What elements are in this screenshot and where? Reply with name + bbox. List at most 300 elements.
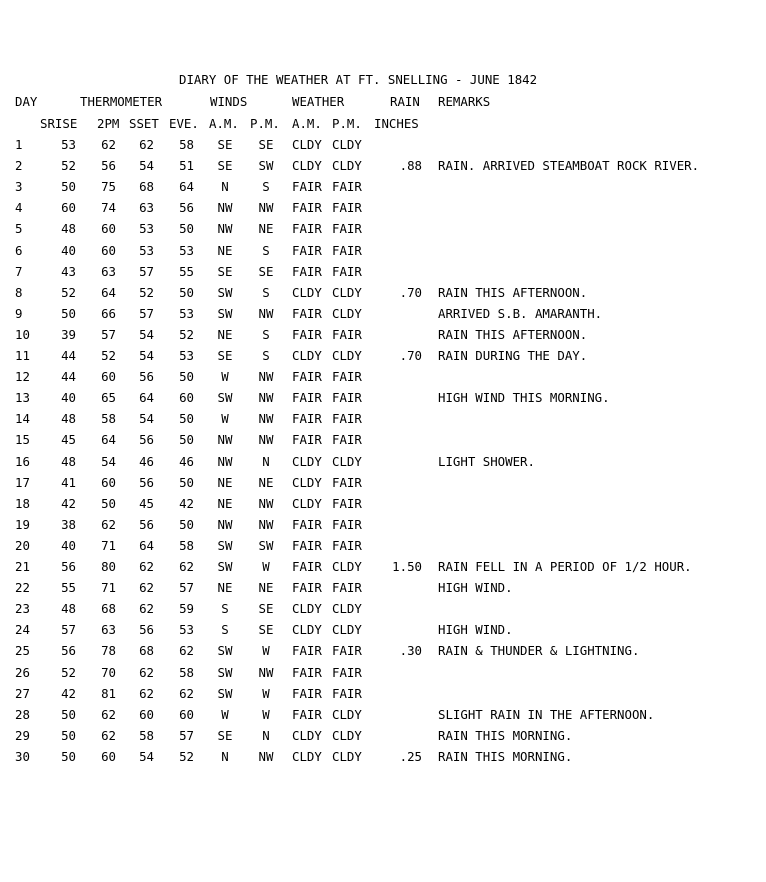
header-remarks: REMARKS [438,94,491,109]
remarks-cell: SLIGHT RAIN IN THE AFTERNOON. [438,706,655,722]
pm2-cell: 78 [101,643,116,659]
wind-pm-cell: SW [258,158,274,174]
rain-cell: .70 [399,284,422,300]
srise-cell: 60 [61,200,76,216]
weather-pm-cell: FAIR [332,643,362,659]
weather-pm-cell: FAIR [332,179,362,195]
weather-pm-cell: CLDY [332,748,362,764]
pm2-cell: 81 [101,685,116,701]
pm2-cell: 64 [101,284,116,300]
pm2-cell: 60 [101,748,116,764]
srise-cell: 56 [61,559,76,574]
remarks-cell: ARRIVED S.B. AMARANTH. [438,305,603,321]
header-weather-am: A.M. [292,116,322,131]
srise-cell: 52 [61,284,76,300]
wind-am-cell: SW [217,559,233,574]
header-weather: WEATHER [292,94,345,109]
weather-am-cell: FAIR [292,706,322,722]
header-weather-pm: P.M. [332,116,362,131]
srise-cell: 50 [61,305,76,321]
sset-cell: 45 [139,495,154,511]
srise-cell: 42 [61,685,76,701]
pm2-cell: 63 [101,622,116,638]
eve-cell: 50 [179,411,194,427]
sset-cell: 58 [139,727,154,743]
wind-am-cell: NE [217,580,233,596]
sset-cell: 62 [139,559,154,574]
day-cell: 12 [15,369,30,385]
wind-pm-cell: S [262,242,270,258]
eve-cell: 60 [179,706,194,722]
wind-am-cell: NW [217,516,233,532]
wind-pm-cell: NE [258,474,274,490]
wind-pm-cell: NW [258,516,274,532]
wind-pm-cell: N [262,453,270,469]
remarks-cell: RAIN THIS MORNING. [438,748,573,764]
rain-cell: .25 [399,748,422,764]
srise-cell: 43 [61,263,76,279]
sset-cell: 54 [139,158,154,174]
srise-cell: 42 [61,495,76,511]
wind-am-cell: W [221,411,229,427]
weather-pm-cell: FAIR [332,432,362,448]
day-cell: 2 [15,158,23,174]
sset-cell: 53 [139,221,154,237]
day-cell: 4 [15,200,23,216]
weather-am-cell: FAIR [292,559,322,574]
wind-pm-cell: SE [258,622,274,638]
wind-pm-cell: NW [258,432,274,448]
sset-cell: 64 [139,537,154,553]
srise-cell: 55 [61,580,76,596]
weather-am-cell: FAIR [292,537,322,553]
pm2-cell: 74 [101,200,116,216]
eve-cell: 62 [179,559,194,574]
wind-pm-cell: SE [258,263,274,279]
weather-pm-cell: FAIR [332,369,362,385]
header-wind-pm: P.M. [250,116,280,131]
srise-cell: 48 [61,453,76,469]
day-cell: 9 [15,305,23,321]
weather-am-cell: FAIR [292,516,322,532]
sset-cell: 62 [139,685,154,701]
header-inches: INCHES [374,116,419,131]
sset-cell: 63 [139,200,154,216]
day-cell: 29 [15,727,30,743]
wind-pm-cell: SE [258,137,274,152]
header-thermometer: THERMOMETER [80,94,163,109]
rain-cell: .30 [399,643,422,659]
sset-cell: 56 [139,432,154,448]
weather-am-cell: FAIR [292,664,322,680]
pm2-cell: 63 [101,263,116,279]
pm2-cell: 50 [101,495,116,511]
weather-pm-cell: FAIR [332,516,362,532]
wind-am-cell: NW [217,200,233,216]
pm2-cell: 54 [101,453,116,469]
srise-cell: 48 [61,411,76,427]
weather-pm-cell: FAIR [332,580,362,596]
sset-cell: 62 [139,664,154,680]
eve-cell: 50 [179,474,194,490]
weather-pm-cell: FAIR [332,474,362,490]
srise-cell: 41 [61,474,76,490]
wind-am-cell: SE [217,263,233,279]
srise-cell: 48 [61,221,76,237]
day-cell: 24 [15,622,30,638]
wind-pm-cell: NE [258,580,274,596]
wind-pm-cell: S [262,326,270,342]
weather-am-cell: FAIR [292,221,322,237]
weather-am-cell: FAIR [292,263,322,279]
pm2-cell: 60 [101,242,116,258]
sset-cell: 64 [139,390,154,406]
wind-pm-cell: SE [258,601,274,617]
remarks-cell: HIGH WIND. [438,622,513,638]
wind-am-cell: SW [217,685,233,701]
wind-pm-cell: W [262,643,270,659]
pm2-cell: 62 [101,137,116,152]
weather-pm-cell: CLDY [332,348,362,363]
weather-pm-cell: FAIR [332,495,362,511]
eve-cell: 53 [179,622,194,638]
wind-am-cell: NW [217,221,233,237]
weather-am-cell: FAIR [292,326,322,342]
remarks-cell: HIGH WIND. [438,580,513,596]
sset-cell: 68 [139,643,154,659]
eve-cell: 57 [179,580,194,596]
sset-cell: 57 [139,263,154,279]
header-winds: WINDS [210,94,248,109]
day-cell: 25 [15,643,30,659]
sset-cell: 54 [139,326,154,342]
eve-cell: 52 [179,326,194,342]
srise-cell: 50 [61,179,76,195]
weather-pm-cell: CLDY [332,305,362,321]
weather-am-cell: FAIR [292,411,322,427]
pm2-cell: 52 [101,348,116,363]
weather-am-cell: FAIR [292,242,322,258]
wind-am-cell: S [221,601,229,617]
wind-am-cell: SW [217,390,233,406]
weather-pm-cell: CLDY [332,601,362,617]
day-cell: 18 [15,495,30,511]
srise-cell: 40 [61,390,76,406]
eve-cell: 53 [179,242,194,258]
sset-cell: 56 [139,474,154,490]
day-cell: 27 [15,685,30,701]
day-cell: 3 [15,179,23,195]
wind-pm-cell: W [262,706,270,722]
srise-cell: 57 [61,622,76,638]
header-srise: SRISE [40,116,78,131]
remarks-cell: HIGH WIND THIS MORNING. [438,390,610,406]
pm2-cell: 60 [101,221,116,237]
wind-pm-cell: NW [258,390,274,406]
pm2-cell: 62 [101,516,116,532]
day-cell: 15 [15,432,30,448]
remarks-cell: LIGHT SHOWER. [438,453,535,469]
remarks-cell: RAIN. ARRIVED STEAMBOAT ROCK RIVER. [438,158,700,174]
wind-am-cell: W [221,369,229,385]
eve-cell: 59 [179,601,194,617]
srise-cell: 44 [61,348,76,363]
srise-cell: 53 [61,137,76,152]
day-cell: 20 [15,537,30,553]
wind-pm-cell: NW [258,305,274,321]
srise-cell: 56 [61,643,76,659]
eve-cell: 53 [179,305,194,321]
srise-cell: 40 [61,537,76,553]
eve-cell: 51 [179,158,194,174]
weather-pm-cell: CLDY [332,706,362,722]
weather-pm-cell: FAIR [332,263,362,279]
srise-cell: 45 [61,432,76,448]
wind-pm-cell: N [262,727,270,743]
remarks-cell: RAIN & THUNDER & LIGHTNING. [438,643,640,659]
eve-cell: 52 [179,748,194,764]
sset-cell: 56 [139,516,154,532]
day-cell: 6 [15,242,23,258]
weather-am-cell: CLDY [292,601,322,617]
wind-pm-cell: SW [258,537,274,553]
srise-cell: 50 [61,706,76,722]
day-cell: 10 [15,326,30,342]
wind-pm-cell: S [262,284,270,300]
eve-cell: 50 [179,221,194,237]
wind-pm-cell: NE [258,221,274,237]
eve-cell: 50 [179,432,194,448]
wind-pm-cell: NW [258,748,274,764]
pm2-cell: 75 [101,179,116,195]
wind-am-cell: NE [217,495,233,511]
weather-pm-cell: CLDY [332,559,362,574]
sset-cell: 54 [139,348,154,363]
wind-am-cell: N [221,179,229,195]
day-cell: 8 [15,284,23,300]
pm2-cell: 60 [101,474,116,490]
weather-pm-cell: FAIR [332,685,362,701]
wind-am-cell: NE [217,242,233,258]
weather-am-cell: FAIR [292,643,322,659]
pm2-cell: 58 [101,411,116,427]
eve-cell: 50 [179,284,194,300]
sset-cell: 57 [139,305,154,321]
remarks-cell: RAIN THIS AFTERNOON. [438,284,588,300]
pm2-cell: 62 [101,727,116,743]
remarks-cell: RAIN THIS AFTERNOON. [438,326,588,342]
wind-am-cell: SE [217,158,233,174]
wind-pm-cell: S [262,179,270,195]
sset-cell: 68 [139,179,154,195]
weather-pm-cell: CLDY [332,284,362,300]
day-cell: 14 [15,411,30,427]
eve-cell: 62 [179,685,194,701]
day-cell: 28 [15,706,30,722]
wind-am-cell: S [221,622,229,638]
pm2-cell: 71 [101,537,116,553]
eve-cell: 60 [179,390,194,406]
srise-cell: 50 [61,748,76,764]
wind-pm-cell: S [262,348,270,363]
weather-am-cell: FAIR [292,685,322,701]
pm2-cell: 71 [101,580,116,596]
weather-pm-cell: FAIR [332,326,362,342]
wind-am-cell: N [221,748,229,764]
weather-pm-cell: FAIR [332,411,362,427]
weather-am-cell: FAIR [292,432,322,448]
weather-am-cell: CLDY [292,727,322,743]
wind-pm-cell: W [262,559,270,574]
eve-cell: 42 [179,495,194,511]
header-wind-am: A.M. [209,116,239,131]
rain-cell: 1.50 [392,559,422,574]
header-2pm: 2PM [97,116,120,131]
srise-cell: 48 [61,601,76,617]
weather-am-cell: CLDY [292,137,322,152]
day-cell: 1 [15,137,23,152]
pm2-cell: 68 [101,601,116,617]
wind-pm-cell: NW [258,369,274,385]
rain-cell: .70 [399,348,422,363]
eve-cell: 64 [179,179,194,195]
weather-am-cell: CLDY [292,348,322,363]
weather-pm-cell: FAIR [332,242,362,258]
sset-cell: 52 [139,284,154,300]
wind-pm-cell: NW [258,495,274,511]
srise-cell: 39 [61,326,76,342]
weather-pm-cell: CLDY [332,158,362,174]
weather-pm-cell: CLDY [332,137,362,152]
weather-am-cell: FAIR [292,200,322,216]
rain-cell: .88 [399,158,422,174]
wind-am-cell: SE [217,137,233,152]
day-cell: 11 [15,348,30,363]
sset-cell: 54 [139,748,154,764]
wind-am-cell: SE [217,348,233,363]
sset-cell: 56 [139,622,154,638]
page-title: DIARY OF THE WEATHER AT FT. SNELLING - JUNE 1842 [179,72,538,87]
header-sset: SSET [129,116,159,131]
pm2-cell: 70 [101,664,116,680]
wind-am-cell: NE [217,326,233,342]
pm2-cell: 62 [101,706,116,722]
wind-am-cell: W [221,706,229,722]
srise-cell: 38 [61,516,76,532]
eve-cell: 53 [179,348,194,363]
pm2-cell: 80 [101,559,116,574]
wind-am-cell: SW [217,305,233,321]
remarks-cell: RAIN THIS MORNING. [438,727,573,743]
pm2-cell: 66 [101,305,116,321]
weather-am-cell: CLDY [292,453,322,469]
weather-pm-cell: CLDY [332,727,362,743]
header-rain: RAIN [390,94,420,109]
srise-cell: 40 [61,242,76,258]
sset-cell: 62 [139,601,154,617]
pm2-cell: 64 [101,432,116,448]
header-eve: EVE. [169,116,199,131]
pm2-cell: 56 [101,158,116,174]
day-cell: 7 [15,263,23,279]
srise-cell: 44 [61,369,76,385]
wind-am-cell: NE [217,474,233,490]
weather-pm-cell: FAIR [332,200,362,216]
wind-am-cell: SW [217,664,233,680]
day-cell: 22 [15,580,30,596]
wind-pm-cell: NW [258,200,274,216]
day-cell: 23 [15,601,30,617]
wind-am-cell: SW [217,643,233,659]
weather-pm-cell: FAIR [332,390,362,406]
wind-am-cell: SE [217,727,233,743]
sset-cell: 54 [139,411,154,427]
pm2-cell: 57 [101,326,116,342]
sset-cell: 62 [139,580,154,596]
day-cell: 16 [15,453,30,469]
weather-pm-cell: FAIR [332,221,362,237]
eve-cell: 58 [179,664,194,680]
wind-am-cell: NW [217,453,233,469]
weather-am-cell: CLDY [292,748,322,764]
sset-cell: 56 [139,369,154,385]
srise-cell: 52 [61,664,76,680]
weather-am-cell: FAIR [292,369,322,385]
eve-cell: 56 [179,200,194,216]
remarks-cell: RAIN DURING THE DAY. [438,348,588,363]
weather-am-cell: FAIR [292,580,322,596]
weather-am-cell: CLDY [292,474,322,490]
wind-am-cell: SW [217,537,233,553]
day-cell: 13 [15,390,30,406]
wind-pm-cell: NW [258,411,274,427]
weather-pm-cell: FAIR [332,537,362,553]
eve-cell: 57 [179,727,194,743]
header-day: DAY [15,94,38,109]
eve-cell: 58 [179,137,194,152]
pm2-cell: 60 [101,369,116,385]
weather-am-cell: FAIR [292,305,322,321]
wind-pm-cell: W [262,685,270,701]
eve-cell: 50 [179,369,194,385]
eve-cell: 46 [179,453,194,469]
sset-cell: 46 [139,453,154,469]
srise-cell: 50 [61,727,76,743]
wind-am-cell: SW [217,284,233,300]
weather-am-cell: CLDY [292,158,322,174]
eve-cell: 50 [179,516,194,532]
day-cell: 21 [15,559,30,574]
pm2-cell: 65 [101,390,116,406]
srise-cell: 52 [61,158,76,174]
wind-am-cell: NW [217,432,233,448]
weather-am-cell: CLDY [292,284,322,300]
weather-am-cell: FAIR [292,179,322,195]
sset-cell: 53 [139,242,154,258]
weather-pm-cell: CLDY [332,453,362,469]
eve-cell: 62 [179,643,194,659]
weather-am-cell: CLDY [292,622,322,638]
day-cell: 5 [15,221,23,237]
day-cell: 19 [15,516,30,532]
weather-am-cell: FAIR [292,390,322,406]
sset-cell: 62 [139,137,154,152]
sset-cell: 60 [139,706,154,722]
weather-pm-cell: FAIR [332,664,362,680]
day-cell: 26 [15,664,30,680]
day-cell: 17 [15,474,30,490]
remarks-cell: RAIN FELL IN A PERIOD OF 1/2 HOUR. [438,559,692,574]
